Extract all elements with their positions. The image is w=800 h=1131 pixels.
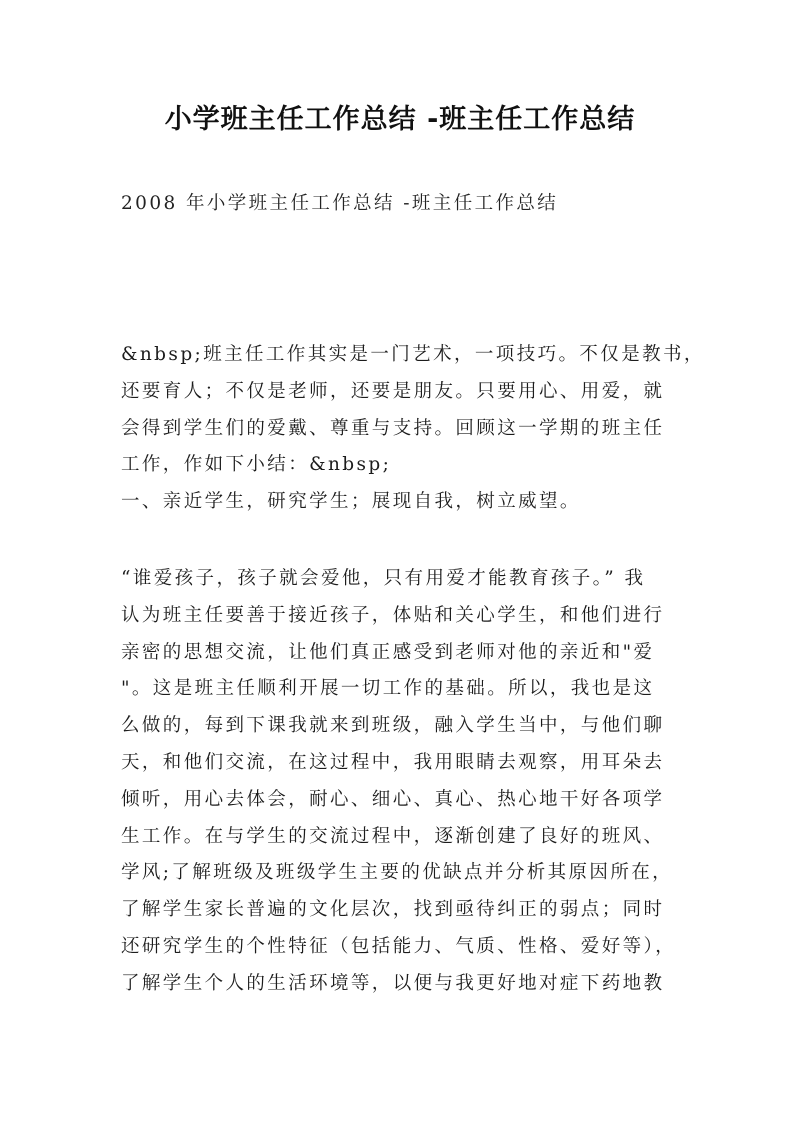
document-subtitle: 2008 年小学班主任工作总结 -班主任工作总结 [121, 193, 559, 214]
paragraph-line: 了解学生家长普遍的文化层次，找到亟待纠正的弱点；同时 [121, 899, 665, 921]
paragraph-line: 还研究学生的个性特征（包括能力、气质、性格、爱好等）， [121, 935, 677, 957]
paragraph-line: "。这是班主任顺利开展一切工作的基础。所以，我也是这 [121, 678, 655, 700]
document-body [121, 337, 705, 1003]
paragraph-line: 会得到学生们的爱戴、尊重与支持。回顾这一学期的班主任 [121, 417, 665, 439]
paragraph-line: “谁爱孩子，孩子就会爱他，只有用爱才能教育孩子。” 我 [121, 567, 646, 589]
paragraph-line: 倾听，用心去体会，耐心、细心、真心、热心地干好各项学 [121, 788, 665, 810]
section-heading: 一、亲近学生，研究学生；展现自我，树立威望。 [121, 491, 581, 513]
paragraph-line: 认为班主任要善于接近孩子，体贴和关心学生，和他们进行 [121, 604, 665, 626]
paragraph-line: 了解学生个人的生活环境等，以便与我更好地对症下药地教 [121, 972, 665, 994]
paragraph-line: 生工作。在与学生的交流过程中，逐渐创建了良好的班风、 [121, 825, 665, 847]
document-title: 小学班主任工作总结 -班主任工作总结 [164, 104, 636, 135]
paragraph-line: 工作，作如下小结：&nbsp; [121, 454, 392, 476]
paragraph-line: 学风;了解班级及班级学生主要的优缺点并分析其原因所在， [121, 862, 674, 884]
paragraph-line: 天，和他们交流，在这过程中，我用眼睛去观察，用耳朵去 [121, 751, 665, 773]
paragraph-line: 还要育人；不仅是老师，还要是朋友。只要用心、用爱，就 [121, 380, 665, 402]
paragraph-line: &nbsp;班主任工作其实是一门艺术，一项技巧。不仅是教书， [121, 344, 705, 365]
paragraph-gap [121, 521, 681, 561]
paragraph-line: 亲密的思想交流，让他们真正感受到老师对他的亲近和"爱 [121, 641, 655, 663]
paragraph-line: 么做的，每到下课我就来到班级，融入学生当中，与他们聊 [121, 715, 665, 737]
